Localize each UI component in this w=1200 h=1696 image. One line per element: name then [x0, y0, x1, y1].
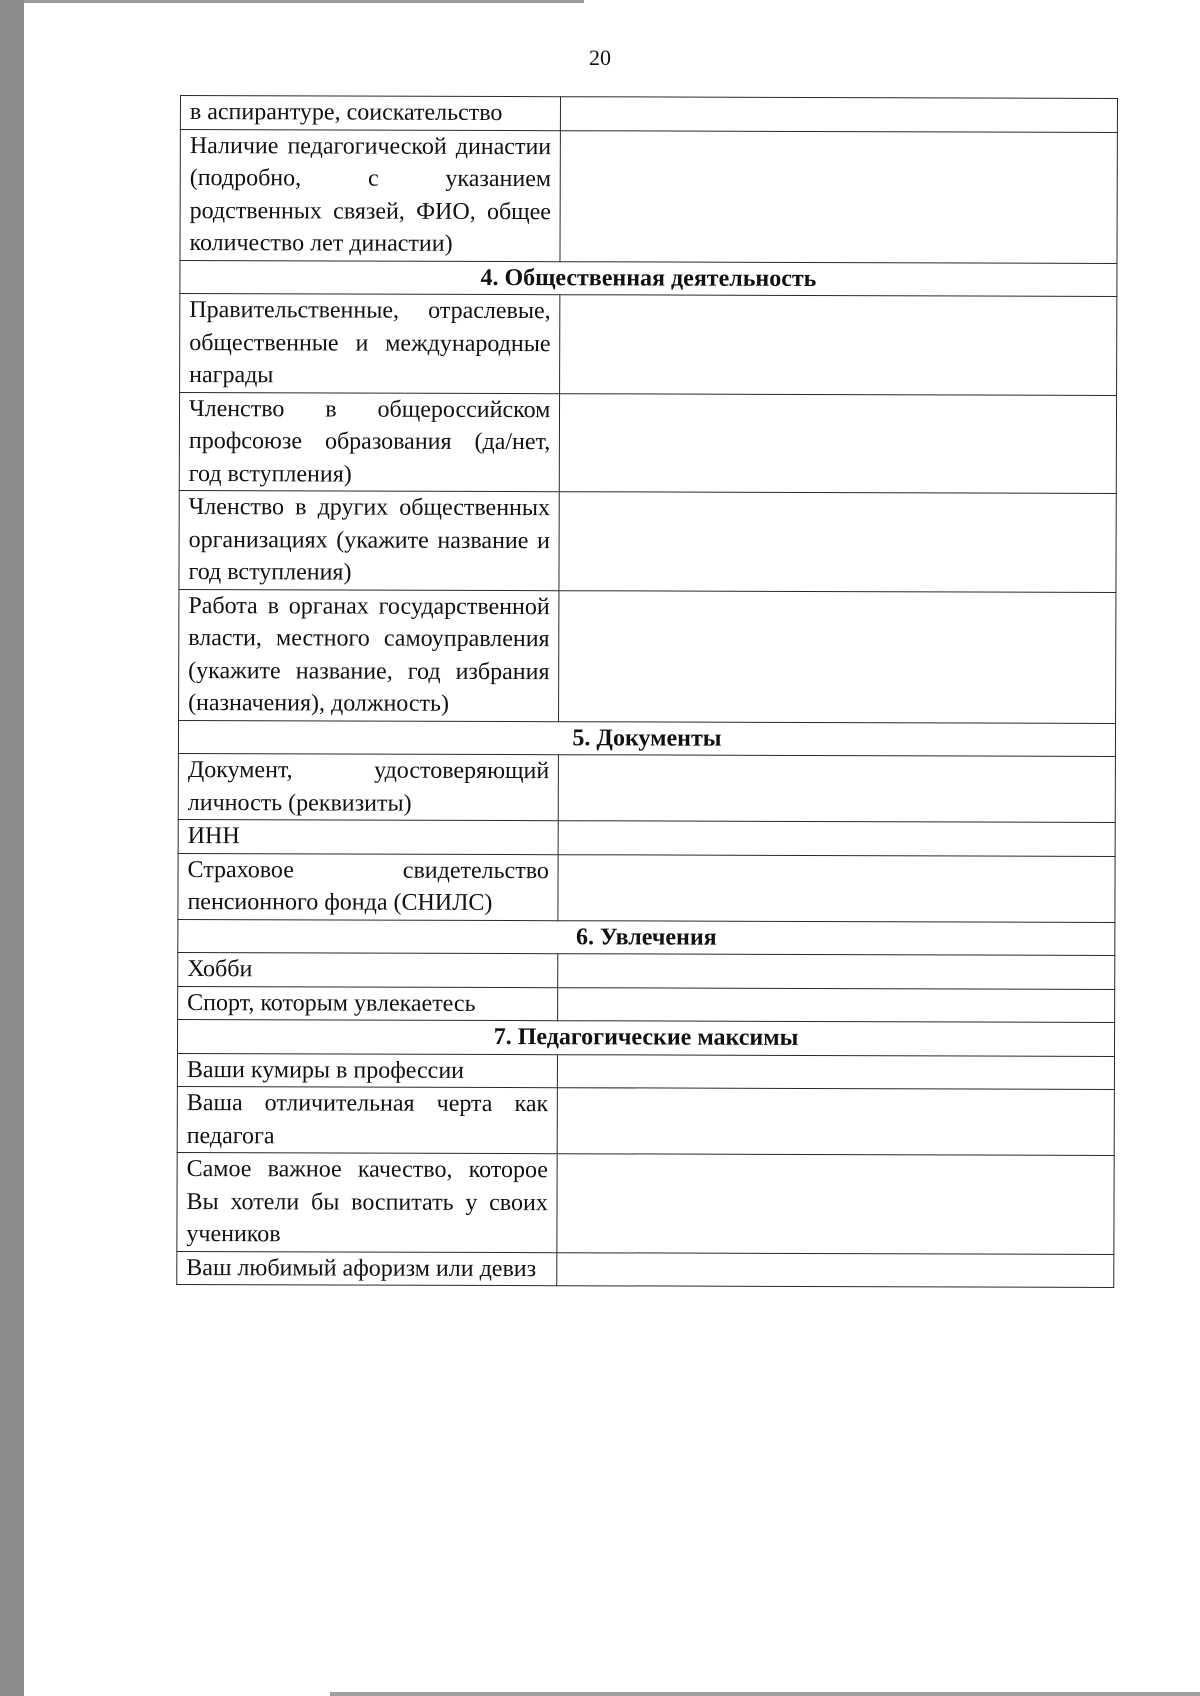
section-heading: 4. Общественная деятельность	[180, 260, 1117, 296]
table-row	[180, 96, 1117, 132]
field-label: Наличие педагогической династии (подробно, с указанием родственных связей, ФИО, общее количество лет династии)	[180, 129, 561, 261]
field-value[interactable]	[558, 821, 1115, 856]
table-row	[177, 1053, 1114, 1089]
field-value[interactable]	[559, 755, 1116, 823]
field-value[interactable]	[558, 1054, 1115, 1089]
field-label: Работа в органах государственной власти, местного самоуправления (укажите название, год избрания (назначения), должность)	[179, 589, 560, 721]
table-row	[178, 753, 1115, 822]
scan-edge-left	[0, 0, 24, 1696]
field-label: Документ, удостоверяющий личность (реквизиты)	[178, 753, 559, 820]
field-value[interactable]	[558, 954, 1115, 989]
table-row	[178, 986, 1115, 1022]
field-value[interactable]	[560, 295, 1117, 395]
table-row	[179, 490, 1116, 591]
table-row	[177, 1251, 1114, 1287]
table-row	[179, 392, 1116, 493]
field-value[interactable]	[561, 97, 1118, 132]
field-value[interactable]	[557, 1252, 1114, 1287]
field-value[interactable]	[558, 1088, 1115, 1156]
field-label: Ваши кумиры в профессии	[177, 1053, 557, 1088]
field-label: Членство в других общественных организациях (укажите название и год вступления)	[179, 490, 560, 590]
field-value[interactable]	[560, 130, 1117, 263]
field-value[interactable]	[558, 987, 1115, 1022]
field-label: Ваша отличительная черта как педагога	[177, 1086, 558, 1153]
section-heading: 5. Документы	[178, 720, 1115, 756]
section-heading: 6. Увлечения	[178, 919, 1115, 955]
questionnaire-table	[176, 95, 1118, 1288]
field-value[interactable]	[559, 492, 1116, 592]
table-row	[178, 952, 1115, 988]
section-heading: 7. Педагогические максимы	[177, 1019, 1114, 1055]
table-row	[177, 1086, 1114, 1155]
table-row	[179, 589, 1116, 723]
table-row	[178, 853, 1115, 922]
field-label: Ваш любимый афоризм или девиз	[177, 1251, 557, 1286]
field-label: Страховое свидетельство пенсионного фонда (СНИЛС)	[178, 853, 559, 920]
section-row	[177, 1019, 1114, 1055]
field-value[interactable]	[559, 590, 1116, 723]
scan-edge-top	[24, 0, 584, 3]
field-label: Самое важное качество, которое Вы хотели бы воспитать у своих учеников	[177, 1152, 558, 1252]
page-number: 20	[589, 45, 611, 70]
section-row	[178, 720, 1115, 756]
field-label: ИНН	[178, 819, 558, 854]
field-label: в аспирантуре, соискательство	[180, 96, 560, 131]
table-row	[177, 1152, 1114, 1253]
field-label: Хобби	[178, 952, 558, 987]
field-value[interactable]	[558, 854, 1115, 922]
field-label: Правительственные, отраслевые, общественные и международные награды	[180, 294, 561, 394]
field-value[interactable]	[560, 393, 1117, 493]
table-row	[180, 294, 1117, 395]
section-row	[178, 919, 1115, 955]
table-row	[178, 819, 1115, 855]
field-value[interactable]	[557, 1154, 1114, 1254]
table-row	[180, 129, 1117, 263]
section-row	[180, 260, 1117, 296]
scan-edge-bottom	[330, 1692, 1200, 1696]
field-label: Спорт, которым увлекаетесь	[178, 986, 558, 1021]
field-label: Членство в общероссийском профсоюзе образования (да/нет, год вступления)	[179, 392, 560, 492]
